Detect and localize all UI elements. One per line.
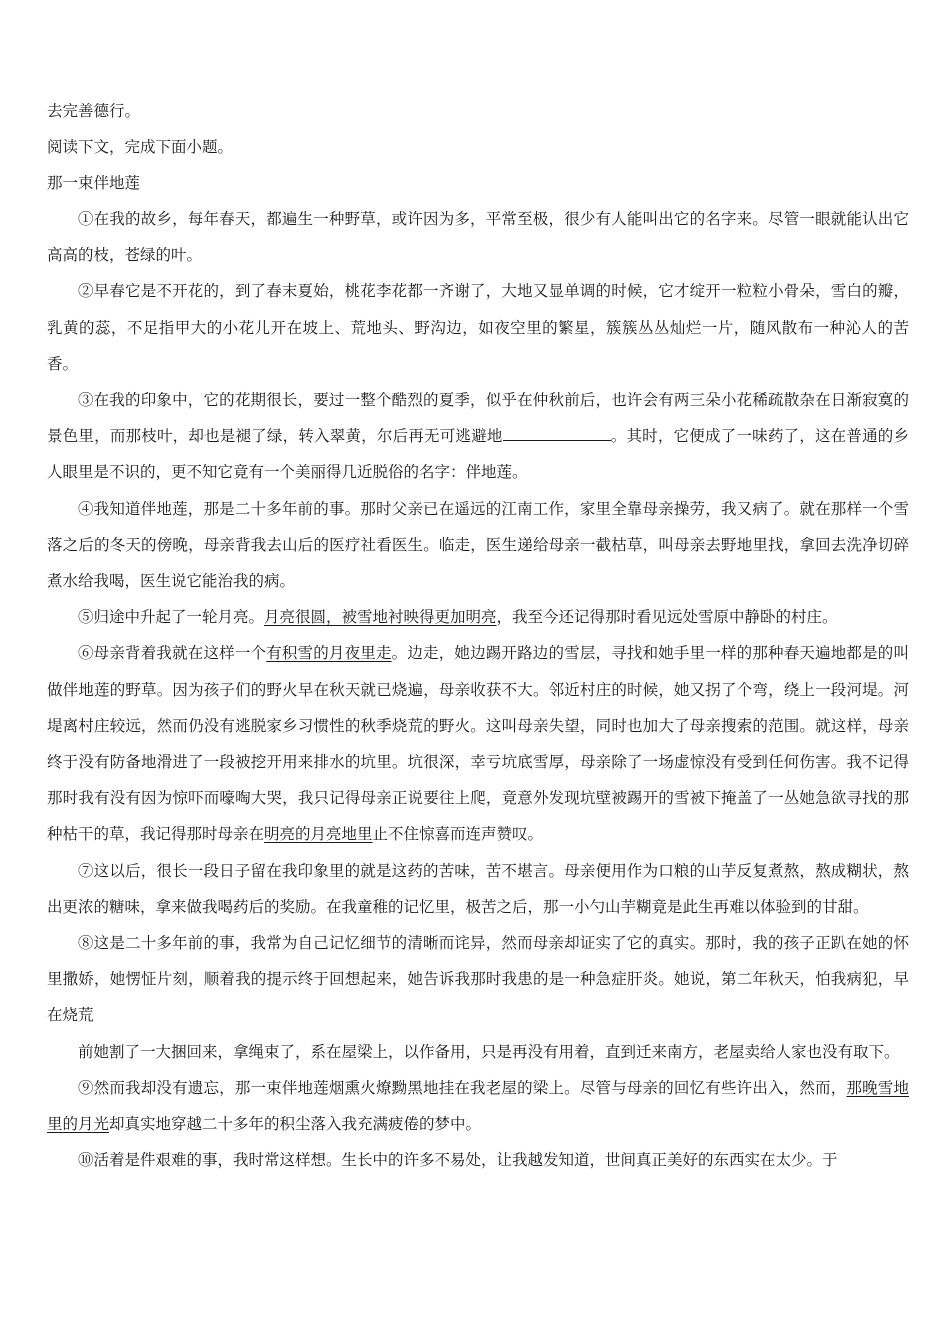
paragraph-6-text-b: 。边走，她边踢开路边的雪层，寻找和她手里一样的那种春天遍地都是的叫做伴地莲的野草。因为孩子们的野火早在秋天就已烧遍，母亲收获不大。邻近村庄的时候，她又拐了个弯，绕上一段河堤。河堤离村庄较远，然而仍没有逃脱家乡习惯性的秋季烧荒的野火。这叫母亲失望，同时也加大了母亲搜索的范围。就这样，母亲终于没有防备地滑进了一段被挖开用来排水的坑里。坑很深，幸亏坑底雪厚，母亲除了一场虚惊没有受到任何伤害。我不记得那时我有没有因为惊吓而嚎啕大哭，我只记得母亲正说要往上爬，竟意外发现坑壁被踢开的雪被下掩盖了一丛她急欲寻找的那种枯干的草，我记得那时母亲在 (47, 644, 909, 844)
article-title: 那一束伴地莲 (47, 174, 141, 192)
paragraph-4: ④我知道伴地莲，那是二十多年前的事。那时父亲已在遥远的江南工作，家里全靠母亲操劳，我又病了。就在那样一个雪落之后的冬天的傍晚，母亲背我去山后的医疗社看医生。临走，医生递给母亲一截枯草，叫母亲去野地里找，拿回去洗净切碎煮水给我喝，医生说它能治我的病。 (47, 499, 909, 591)
paragraph-6-text-c: 止不住惊喜而连声赞叹。 (372, 825, 544, 844)
paragraph-5 (47, 599, 909, 635)
paragraph-5-text-b: ，我至今还记得那时看见远处雪原中静卧的村庄。 (496, 608, 838, 627)
paragraph-8-continued: 前她割了一大捆回来，拿绳束了，系在屋梁上，以作备用，只是再没有用着，直到迁来南方，老屋卖给人家也没有取下。 (78, 1042, 900, 1061)
previous-text-tail: 去完善德行。 (47, 102, 141, 120)
paragraph-7: ⑦这以后，很长一段日子留在我印象里的就是这药的苦味，苦不堪言。母亲便用作为口粮的山芋反复煮熬，熬成糊状，熬出更浓的糖味，拿来做我喝药后的奖励。在我童稚的记忆里，极苦之后，那一小勺山芋糊竟是此生再难以体验到的甘甜。 (47, 861, 909, 916)
paragraph-9-text-b: 却真实地穿越二十多年的积尘落入我充满疲倦的梦中。 (109, 1115, 482, 1134)
paragraph-3-text-b: 。其时，它便成了一味药了，这在普通的乡人眼里是不识的，更不知它竟有一个美丽得几近脱俗的名字：伴地莲。 (47, 427, 909, 482)
underlined-phrase-snow-moonlight: 那晚雪地里的月光 (47, 1078, 909, 1134)
document-page (47, 93, 909, 1178)
paragraph-9 (47, 1070, 909, 1142)
paragraph-3-text-a: ③在我的印象中，它的花期很长，要过一整个酷烈的夏季，似乎在仲秋前后，也许会有两三朵小花稀疏散杂在日渐寂寞的景色里，而那枝叶，却也是褪了绿，转入翠黄，尔后再无可逃避地 (47, 391, 909, 446)
paragraph-5-text-a: ⑤归途中升起了一轮月亮。 (78, 608, 265, 627)
paragraph-10: ⑩活着是件艰难的事，我时常这样想。生长中的许多不易处，让我越发知道，世间真正美好的东西实在太少。于 (78, 1151, 838, 1170)
reading-instruction: 阅读下文，完成下面小题。 (47, 138, 234, 156)
underlined-phrase-moon: 月亮很圆，被雪地衬映得更加明亮 (264, 608, 497, 627)
paragraph-3 (47, 382, 909, 491)
paragraph-1: ①在我的故乡，每年春天，都遍生一种野草，或许因为多，平常至极，很少有人能叫出它的名字来。尽管一眼就能认出它高高的枝，苍绿的叶。 (47, 210, 909, 265)
paragraph-2: ②早春它是不开花的，到了春末夏始，桃花李花都一齐谢了，大地又显单调的时候，它才绽开一粒粒小骨朵，雪白的瓣，乳黄的蕊，不足指甲大的小花儿开在坡上、荒地头、野沟边，如夜空里的繁星，簇簇丛丛灿烂一片，随风散布一种沁人的苦香。 (47, 282, 909, 373)
paragraph-8: ⑧这是二十多年前的事，我常为自己记忆细节的清晰而诧异，然而母亲却证实了它的真实。那时，我的孩子正趴在她的怀里撒娇，她愣怔片刻，顺着我的提示终于回想起来，她告诉我那时我患的是一种急症肝炎。她说，第二年秋天，怕我病犯，早在烧荒 (47, 934, 909, 1025)
paragraph-9-text-a: ⑨然而我却没有遗忘，那一束伴地莲烟熏火燎黝黑地挂在我老屋的梁上。尽管与母亲的回忆有些许出入，然而， (78, 1078, 847, 1097)
fill-in-blank (503, 426, 611, 441)
paragraph-6 (47, 635, 909, 852)
underlined-phrase-moonlit-ground: 明亮的月亮地里 (264, 825, 373, 844)
underlined-phrase-snow-night: 有积雪的月夜里走 (266, 644, 392, 663)
paragraph-6-text-a: ⑥母亲背着我就在这样一个 (78, 644, 267, 663)
